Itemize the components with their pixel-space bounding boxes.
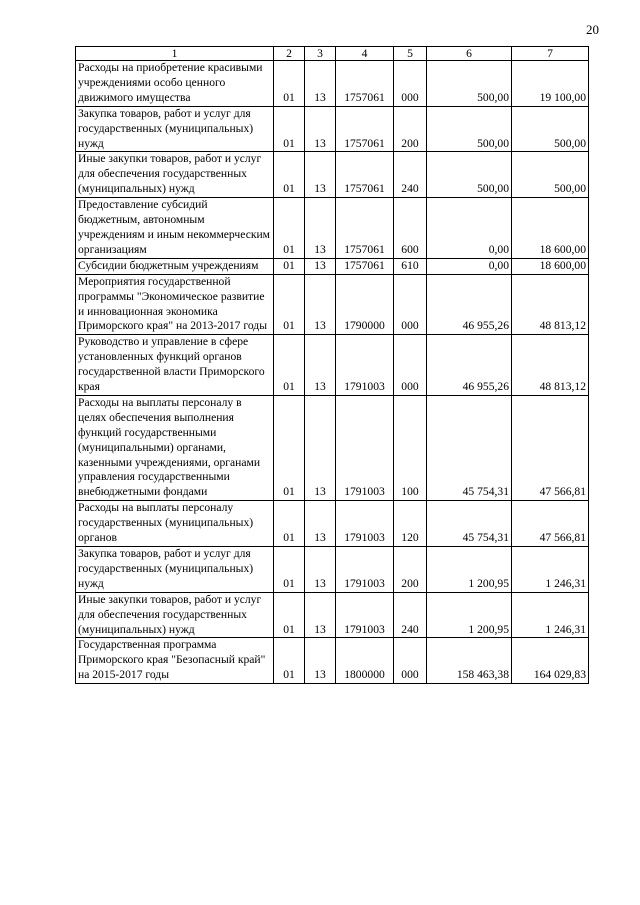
row-name-cell: Закупка товаров, работ и услуг для государственных (муниципальных) нужд [76, 106, 274, 152]
row-subsection-cell: 13 [305, 592, 336, 638]
table-row [76, 152, 589, 198]
row-subsection-cell: 13 [305, 106, 336, 152]
row-amount-year2-cell: 47 566,81 [512, 501, 589, 547]
row-target-article-cell: 1757061 [336, 61, 394, 107]
column-header: 2 [274, 47, 305, 61]
row-name-cell: Расходы на выплаты персоналу государственных (муниципальных) органов [76, 501, 274, 547]
row-amount-year2-cell: 48 813,12 [512, 335, 589, 396]
page-number: 20 [586, 22, 599, 37]
row-expense-type-cell: 200 [394, 547, 427, 593]
row-section-cell: 01 [274, 61, 305, 107]
row-amount-year2-cell: 48 813,12 [512, 274, 589, 335]
row-name-cell: Иные закупки товаров, работ и услуг для обеспечения государственных (муниципальных) нужд [76, 592, 274, 638]
row-expense-type-cell: 100 [394, 395, 427, 500]
row-section-cell: 01 [274, 592, 305, 638]
row-amount-year2-cell: 1 246,31 [512, 547, 589, 593]
row-section-cell: 01 [274, 395, 305, 500]
column-header: 7 [512, 47, 589, 61]
row-subsection-cell: 13 [305, 395, 336, 500]
row-subsection-cell: 13 [305, 61, 336, 107]
row-section-cell: 01 [274, 152, 305, 198]
table-row [76, 547, 589, 593]
row-expense-type-cell: 200 [394, 106, 427, 152]
row-target-article-cell: 1791003 [336, 592, 394, 638]
row-amount-year1-cell: 46 955,26 [427, 335, 512, 396]
row-name-cell: Расходы на выплаты персоналу в целях обеспечения выполнения функций государственными (муниципальными) органами, казенными учреждениями, органами управления государственными внебюджетными фондами [76, 395, 274, 500]
table-row [76, 61, 589, 107]
column-header: 3 [305, 47, 336, 61]
row-target-article-cell: 1757061 [336, 198, 394, 259]
row-target-article-cell: 1800000 [336, 638, 394, 684]
row-subsection-cell: 13 [305, 335, 336, 396]
table-row [76, 592, 589, 638]
row-target-article-cell: 1791003 [336, 395, 394, 500]
row-subsection-cell: 13 [305, 274, 336, 335]
row-amount-year2-cell: 164 029,83 [512, 638, 589, 684]
row-amount-year1-cell: 46 955,26 [427, 274, 512, 335]
row-subsection-cell: 13 [305, 258, 336, 274]
row-subsection-cell: 13 [305, 638, 336, 684]
row-subsection-cell: 13 [305, 198, 336, 259]
row-amount-year1-cell: 158 463,38 [427, 638, 512, 684]
row-target-article-cell: 1791003 [336, 501, 394, 547]
row-expense-type-cell: 610 [394, 258, 427, 274]
row-target-article-cell: 1790000 [336, 274, 394, 335]
row-section-cell: 01 [274, 198, 305, 259]
row-amount-year1-cell: 0,00 [427, 258, 512, 274]
row-amount-year1-cell: 500,00 [427, 152, 512, 198]
row-name-cell: Руководство и управление в сфере установленных функций органов государственной власти Приморского края [76, 335, 274, 396]
row-name-cell: Предоставление субсидий бюджетным, автономным учреждениям и иным некоммерческим организациям [76, 198, 274, 259]
row-expense-type-cell: 000 [394, 335, 427, 396]
row-amount-year2-cell: 18 600,00 [512, 258, 589, 274]
row-amount-year2-cell: 500,00 [512, 106, 589, 152]
budget-table [75, 46, 589, 684]
row-section-cell: 01 [274, 547, 305, 593]
row-expense-type-cell: 000 [394, 61, 427, 107]
row-target-article-cell: 1791003 [336, 335, 394, 396]
row-amount-year1-cell: 1 200,95 [427, 592, 512, 638]
row-name-cell: Закупка товаров, работ и услуг для государственных (муниципальных) нужд [76, 547, 274, 593]
row-name-cell: Мероприятия государственной программы "Экономическое развитие и инновационная экономика Приморского края" на 2013-2017 годы [76, 274, 274, 335]
row-section-cell: 01 [274, 335, 305, 396]
row-subsection-cell: 13 [305, 501, 336, 547]
row-expense-type-cell: 240 [394, 592, 427, 638]
row-section-cell: 01 [274, 274, 305, 335]
table-row [76, 106, 589, 152]
column-header: 1 [76, 47, 274, 61]
row-section-cell: 01 [274, 106, 305, 152]
row-target-article-cell: 1757061 [336, 106, 394, 152]
row-expense-type-cell: 000 [394, 274, 427, 335]
row-section-cell: 01 [274, 638, 305, 684]
column-header: 6 [427, 47, 512, 61]
table-body [76, 47, 589, 684]
row-target-article-cell: 1757061 [336, 258, 394, 274]
row-section-cell: 01 [274, 258, 305, 274]
row-name-cell: Иные закупки товаров, работ и услуг для обеспечения государственных (муниципальных) нужд [76, 152, 274, 198]
row-amount-year1-cell: 1 200,95 [427, 547, 512, 593]
row-expense-type-cell: 240 [394, 152, 427, 198]
table-row [76, 198, 589, 259]
table-row [76, 258, 589, 274]
row-target-article-cell: 1757061 [336, 152, 394, 198]
table-row [76, 501, 589, 547]
table-header-row [76, 47, 589, 61]
row-amount-year1-cell: 500,00 [427, 106, 512, 152]
row-amount-year2-cell: 47 566,81 [512, 395, 589, 500]
row-amount-year2-cell: 500,00 [512, 152, 589, 198]
row-expense-type-cell: 120 [394, 501, 427, 547]
table-row [76, 638, 589, 684]
table-row [76, 395, 589, 500]
table-row [76, 274, 589, 335]
row-expense-type-cell: 000 [394, 638, 427, 684]
row-name-cell: Государственная программа Приморского края "Безопасный край" на 2015-2017 годы [76, 638, 274, 684]
row-amount-year2-cell: 18 600,00 [512, 198, 589, 259]
row-amount-year1-cell: 45 754,31 [427, 395, 512, 500]
row-amount-year1-cell: 45 754,31 [427, 501, 512, 547]
row-name-cell: Расходы на приобретение красивыми учреждениями особо ценного движимого имущества [76, 61, 274, 107]
row-expense-type-cell: 600 [394, 198, 427, 259]
column-header: 4 [336, 47, 394, 61]
row-subsection-cell: 13 [305, 547, 336, 593]
column-header: 5 [394, 47, 427, 61]
row-amount-year1-cell: 0,00 [427, 198, 512, 259]
table-row [76, 335, 589, 396]
row-section-cell: 01 [274, 501, 305, 547]
row-name-cell: Субсидии бюджетным учреждениям [76, 258, 274, 274]
row-amount-year2-cell: 19 100,00 [512, 61, 589, 107]
row-amount-year1-cell: 500,00 [427, 61, 512, 107]
row-amount-year2-cell: 1 246,31 [512, 592, 589, 638]
row-target-article-cell: 1791003 [336, 547, 394, 593]
row-subsection-cell: 13 [305, 152, 336, 198]
